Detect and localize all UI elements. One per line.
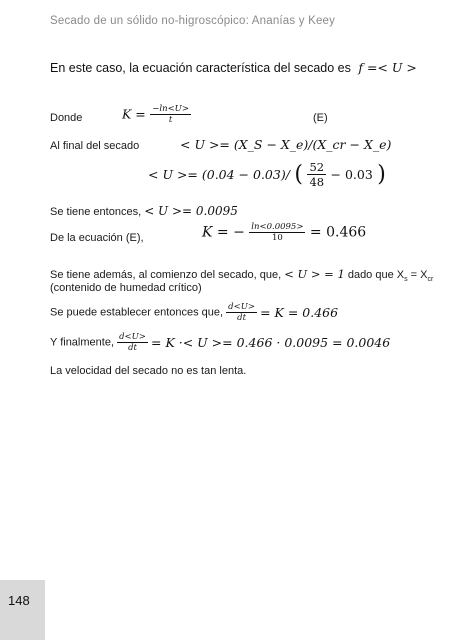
comienzo-sub-s: s (404, 276, 408, 284)
comienzo-formula: < U > = 1 (284, 267, 345, 281)
establecer-line (50, 302, 338, 323)
donde-equation (122, 104, 191, 125)
final-formula: < U >= (X_S − X_e)/(X_cr − X_e) (180, 137, 392, 152)
ecE-num: ln<0.0095> (251, 222, 304, 232)
final-label: Al final del secado (50, 140, 140, 152)
finalmente-rhs: = K ·< U >= 0.466 · 0.0095 = 0.0046 (151, 335, 391, 350)
comienzo-sub-cr: cr (427, 276, 434, 284)
right-paren: ) (377, 162, 386, 187)
intro-line (50, 60, 417, 75)
finalmente-text: Y finalmente, (50, 336, 115, 349)
comienzo-text-a: Se tiene además, al comienzo del secado, que, (50, 269, 282, 281)
tiene-formula: < U >= 0.0095 (144, 204, 238, 218)
substituted-fraction (307, 160, 326, 189)
intro-formula: f =< U > (358, 60, 417, 75)
finalmente-num: d<U> (119, 332, 146, 342)
comienzo-eq: = X (407, 269, 428, 281)
donde-num: −ln<U> (152, 104, 189, 114)
donde-den: t (168, 115, 173, 125)
donde-lhs: K = (122, 106, 146, 122)
substituted-frac-den: 48 (309, 175, 325, 189)
donde-label: Donde (50, 112, 83, 124)
establecer-den: dt (237, 313, 246, 323)
ecE-fraction (249, 222, 305, 243)
finalmente-den: dt (128, 343, 137, 353)
comienzo-text-c: (contenido de humedad crítico) (50, 282, 202, 294)
finalmente-fraction (117, 332, 148, 353)
ecE-equation (202, 222, 366, 243)
establecer-fraction (226, 302, 257, 323)
left-paren: ( (294, 162, 303, 187)
page-number: 148 (8, 593, 30, 608)
substituted-lhs: < U >= (0.04 − 0.03)/ (148, 167, 290, 182)
comienzo-text-b: dado que X (347, 269, 405, 281)
ecE-rhs: = 0.466 (309, 224, 367, 241)
conclusion-text: La velocidad del secado no es tan lenta. (50, 365, 247, 377)
tiene-line (50, 204, 238, 218)
establecer-num: d<U> (228, 302, 255, 312)
establecer-rhs: = K = 0.466 (260, 305, 339, 320)
equation-tag-e: (E) (313, 112, 328, 124)
establecer-text: Se puede establecer entonces que, (50, 306, 224, 319)
substituted-equation (148, 160, 386, 189)
comienzo-line (50, 267, 433, 283)
intro-text: En este caso, la ecuación característica del secado es (50, 61, 351, 75)
substituted-tail: − 0.03 (330, 167, 373, 182)
ecE-lhs: K = − (202, 224, 245, 241)
ecE-label: De la ecuación (E), (50, 232, 144, 244)
page-number-tab (0, 580, 45, 640)
ecE-den: 10 (271, 233, 283, 243)
donde-fraction (150, 104, 191, 125)
running-header: Secado de un sólido no-higroscópico: Ananías y Keey (50, 15, 336, 27)
substituted-frac-num: 52 (309, 160, 325, 174)
tiene-text: Se tiene entonces, (50, 206, 142, 218)
finalmente-line (50, 332, 390, 353)
